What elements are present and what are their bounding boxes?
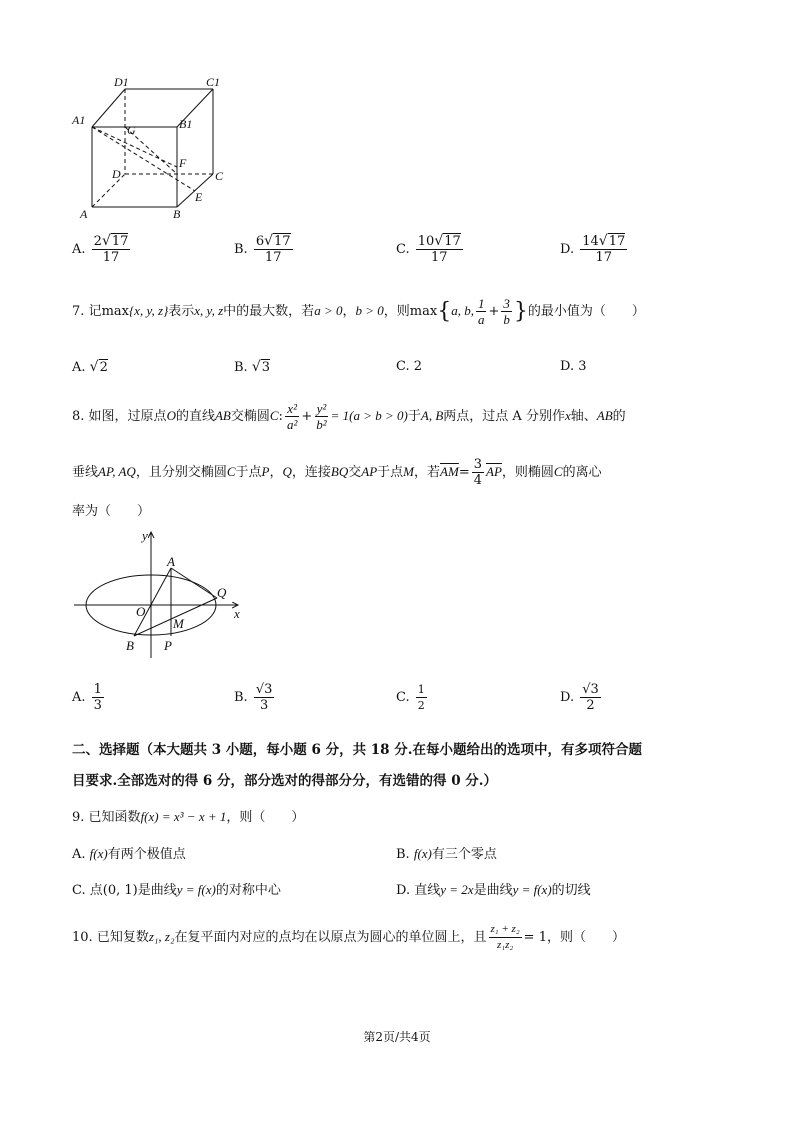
cube-label: A1 bbox=[72, 113, 86, 127]
fig-label: Q bbox=[217, 585, 227, 600]
q7-option-b: B. √3 bbox=[234, 359, 271, 375]
cube-label: B bbox=[173, 207, 181, 221]
cube-label: F bbox=[179, 156, 187, 170]
q9-option-c: C. 点(0, 1)是曲线y = f(x)的对称中心 bbox=[72, 882, 281, 898]
q8-option-b: B. $\frac{√3}{3}$ bbox=[234, 682, 273, 713]
q6-option-d: D. $\frac{14√17}{17}$ bbox=[560, 233, 626, 265]
section-2-header-line-1: 二、选择题（本大题共 3 小题，每小题 6 分，共 18 分.在每小题给出的选项中，有多项符合题 bbox=[72, 742, 642, 758]
q8-option-d: D. $\frac{√3}{2}$ bbox=[560, 682, 599, 713]
question-8-line-1: 8. 如图，过原点O的直线AB交椭圆C: $\frac{\text{x²}}{\text{a²}}$ + $\frac{\text{y²}}{\text{b²}}$ = 1(a > b > 0)于A, B两点，过点 A 分别作x轴、AB的 bbox=[72, 401, 626, 432]
fig-label: P bbox=[164, 638, 172, 653]
cube-label: C1 bbox=[206, 75, 221, 89]
question-10: 10. 已知复数z₁, z₂在复平面内对应的点均在以原点为圆心的单位圆上，且 $\frac{\text{z₁ + z₂}}{\text{z₁z₂}}$ = 1，则（ ） bbox=[72, 923, 625, 951]
fig-label: x bbox=[234, 606, 240, 621]
cube-label: B1 bbox=[179, 117, 193, 131]
question-7: 7. 记max{x, y, z}表示x, y, z中的最大数，若a > 0，b > 0，则max{a, b, $\frac{1}{a}$ + $\frac{3}{b}$ }的最小值为（ ） bbox=[72, 296, 645, 327]
q7-option-c: C. 2 bbox=[396, 359, 423, 374]
q7-option-d: D. 3 bbox=[560, 359, 587, 374]
fig-label: B bbox=[126, 638, 134, 653]
q6-option-c: C. $\frac{10√17}{17}$ bbox=[396, 233, 461, 265]
cube-label: A bbox=[80, 207, 88, 221]
fig-label: y bbox=[142, 528, 148, 543]
q9-option-d: D. 直线y = 2x是曲线y = f(x)的切线 bbox=[396, 882, 591, 898]
q7-option-a: A. √2 bbox=[72, 359, 108, 375]
ellipse-figure bbox=[70, 528, 250, 658]
q9-option-a: A. f(x)有两个极值点 bbox=[72, 846, 186, 862]
q9-option-b: B. f(x)有三个零点 bbox=[396, 846, 497, 862]
fig-label: A bbox=[167, 554, 175, 569]
cube-label: E bbox=[195, 190, 203, 204]
question-9: 9. 已知函数f(x) = x³ − x + 1，则（ ） bbox=[72, 809, 305, 825]
q8-option-a: A. $\frac{1}{3}$ bbox=[72, 682, 102, 713]
q6-option-b: B. $\frac{6√17}{17}$ bbox=[234, 233, 291, 265]
cube-label: D bbox=[112, 167, 121, 181]
cube-figure bbox=[70, 72, 240, 222]
fig-label: O bbox=[136, 604, 146, 619]
cube-label: G bbox=[127, 123, 136, 137]
question-8-line-3: 率为（ ） bbox=[72, 504, 151, 519]
question-8-line-2: 垂线AP, AQ，且分别交椭圆C于点P，Q，连接BQ交AP于点M，若$\overline{AM}=$ $\frac{3}{4}$ $\overline{AP}$，则椭圆C的离心 bbox=[72, 457, 602, 488]
q6-option-a: A. $\frac{2√17}{17}$ bbox=[72, 233, 129, 265]
page-footer: 第2页/共4页 bbox=[363, 1030, 431, 1044]
section-2-header-line-2: 目要求.全部选对的得 6 分，部分选对的得部分分，有选错的得 0 分.） bbox=[72, 773, 497, 789]
cube-label: C bbox=[215, 169, 224, 183]
q8-option-c: C. $\frac{1}{2}$ bbox=[396, 683, 425, 712]
fig-label: M bbox=[173, 616, 184, 631]
cube-label: D1 bbox=[114, 75, 129, 89]
